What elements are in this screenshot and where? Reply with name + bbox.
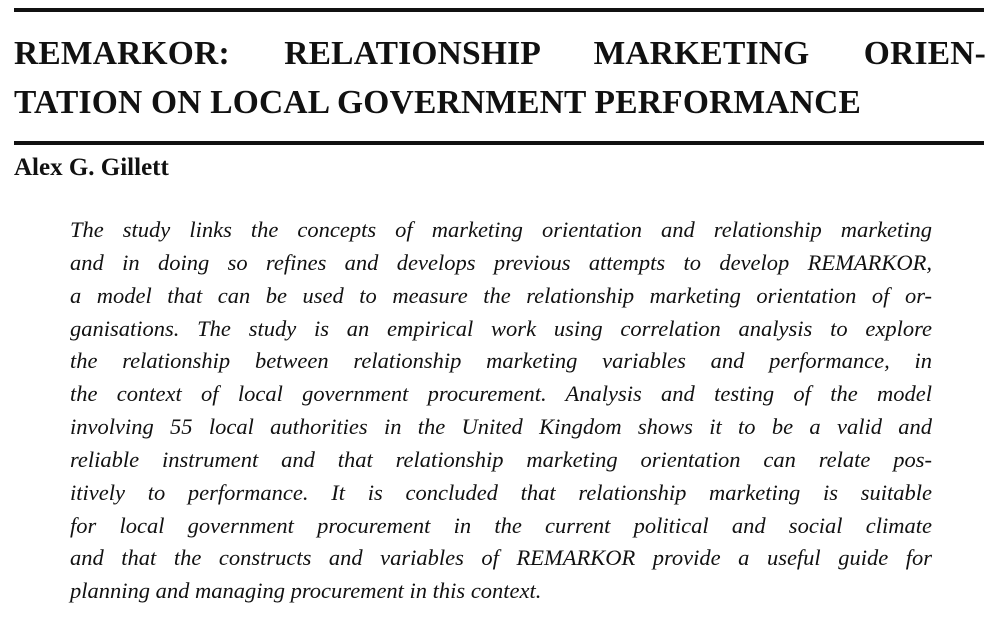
abstract-line: and that the constructs and variables of REMARKOR provide a useful guide for: [70, 545, 932, 571]
abstract-line: reliable instrument and that relationship marketing orientation can relate pos-: [70, 446, 932, 472]
abstract-line: ganisations. The study is an empirical work using correlation analysis to explore: [70, 315, 932, 341]
title-underline-rule: [14, 141, 984, 145]
abstract-line: involving 55 local authorities in the United Kingdom shows it to be a valid and: [70, 414, 932, 440]
abstract-line: the context of local government procurement. Analysis and testing of the model: [70, 381, 932, 407]
abstract-line: the relationship between relationship marketing variables and performance, in: [70, 348, 932, 374]
abstract-line: itively to performance. It is concluded that relationship marketing is suitable: [70, 479, 932, 505]
abstract-line: planning and managing procurement in this context.: [70, 578, 542, 604]
top-rule: [14, 8, 984, 12]
abstract-line: a model that can be used to measure the relationship marketing orientation of or-: [70, 282, 932, 308]
abstract-line: and in doing so refines and develops previous attempts to develop REMARKOR,: [70, 249, 932, 275]
abstract: [70, 214, 932, 608]
abstract-line: The study links the concepts of marketing orientation and relationship marketing: [70, 217, 932, 242]
paper-title: [14, 29, 986, 127]
abstract-line: for local government procurement in the current political and social climate: [70, 512, 932, 538]
title-line: REMARKOR: RELATIONSHIP MARKETING ORIEN-: [14, 35, 986, 72]
author-name: Alex G. Gillett: [14, 154, 169, 181]
title-line: TATION ON LOCAL GOVERNMENT PERFORMANCE: [14, 84, 862, 121]
